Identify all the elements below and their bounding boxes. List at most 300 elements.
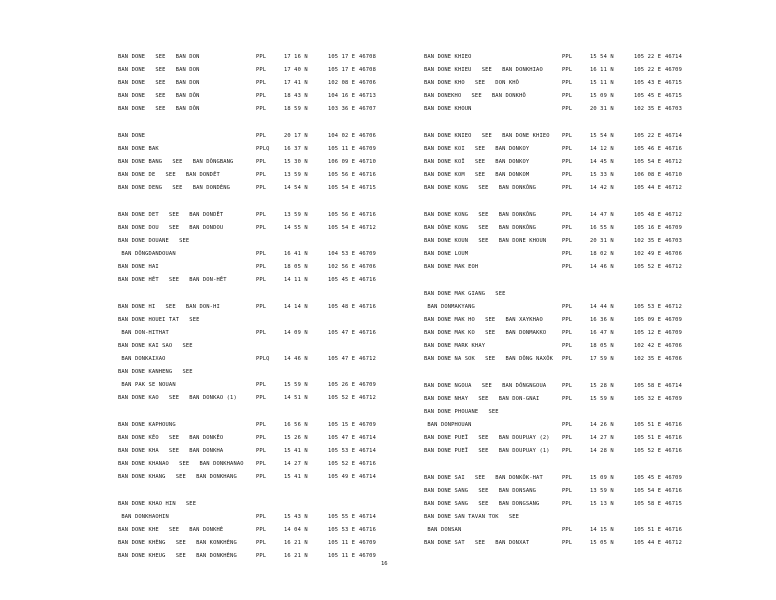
entry-latitude: 15 33 N [590, 172, 614, 178]
entry-type: PPL [562, 304, 573, 310]
entry-longitude: 105 46 E [634, 146, 662, 152]
entry-latitude: 16 11 N [590, 67, 614, 73]
entry-longitude: 106 08 E [634, 172, 662, 178]
entry-latitude: 13 59 N [590, 488, 614, 494]
entry-map-code: 46709 [359, 382, 376, 388]
entry-longitude: 105 17 E [328, 54, 356, 60]
entry-longitude: 105 48 E [634, 212, 662, 218]
entry-map-code: 46709 [665, 317, 682, 323]
entry-map-code: 46709 [665, 330, 682, 336]
entry-longitude: 105 32 E [634, 396, 662, 402]
entry-latitude: 14 26 N [590, 422, 614, 428]
entry-name: BAN DONPHOUAN [424, 422, 472, 428]
entry-latitude: 15 54 N [590, 54, 614, 60]
entry-longitude: 105 52 E [328, 395, 356, 401]
entry-type: PPL [256, 461, 267, 467]
entry-type: PPL [562, 146, 573, 152]
entry-latitude: 14 28 N [590, 448, 614, 454]
entry-map-code: 46709 [359, 422, 376, 428]
entry-map-code: 46703 [665, 238, 682, 244]
entry-map-code: 46709 [359, 146, 376, 152]
entry-map-code: 46716 [665, 422, 682, 428]
entry-latitude: 16 37 N [284, 146, 308, 152]
entry-name: BAN DONE SEE BAN DON [118, 67, 200, 73]
entry-longitude: 105 45 E [634, 93, 662, 99]
entry-type: PPL [562, 106, 573, 112]
entry-longitude: 105 54 E [328, 225, 356, 231]
entry-longitude: 105 26 E [328, 382, 356, 388]
entry-name: BAN DONE SEE BAN DÔN [118, 93, 200, 99]
entry-map-code: 46716 [359, 330, 376, 336]
entry-map-code: 46706 [359, 264, 376, 270]
entry-latitude: 15 26 N [284, 435, 308, 441]
entry-map-code: 46709 [359, 553, 376, 559]
entry-latitude: 14 15 N [590, 527, 614, 533]
entry-longitude: 105 22 E [634, 133, 662, 139]
entry-latitude: 15 09 N [590, 475, 614, 481]
entry-latitude: 16 36 N [590, 317, 614, 323]
entry-map-code: 46715 [665, 80, 682, 86]
entry-latitude: 14 27 N [590, 435, 614, 441]
entry-map-code: 46706 [665, 356, 682, 362]
entry-name: BAN DONE DOU SEE BAN DONDOU [118, 225, 224, 231]
entry-latitude: 16 55 N [590, 225, 614, 231]
entry-latitude: 18 43 N [284, 93, 308, 99]
entry-map-code: 46706 [665, 343, 682, 349]
entry-type: PPL [256, 172, 267, 178]
entry-name: BAN DONKAIXAO [118, 356, 166, 362]
entry-type: PPL [562, 159, 573, 165]
entry-type: PPL [256, 225, 267, 231]
entry-map-code: 46712 [665, 185, 682, 191]
entry-map-code: 46714 [359, 514, 376, 520]
entry-map-code: 46712 [359, 356, 376, 362]
entry-latitude: 18 05 N [284, 264, 308, 270]
entry-type: PPL [256, 474, 267, 480]
entry-name: BAN DONE KHIEO [424, 54, 472, 60]
entry-latitude: 15 43 N [284, 514, 308, 520]
entry-latitude: 18 59 N [284, 106, 308, 112]
entry-map-code: 46716 [665, 146, 682, 152]
entry-name: BAN DONE PUEÏ SEE BAN DOUPUAY (2) [424, 435, 550, 441]
entry-longitude: 102 42 E [634, 343, 662, 349]
entry-type: PPL [256, 80, 267, 86]
entry-type: PPL [562, 317, 573, 323]
entry-longitude: 105 52 E [328, 461, 356, 467]
entry-latitude: 20 17 N [284, 133, 308, 139]
entry-name: BAN DONE KHÈNG SEE BAN KONKHÈNG [118, 540, 237, 546]
entry-longitude: 105 52 E [634, 264, 662, 270]
entry-type: PPL [256, 93, 267, 99]
entry-name: BAN DONE KAO SEE BAN DONKAO (1) [118, 395, 237, 401]
entry-longitude: 105 54 E [328, 185, 356, 191]
entry-name: BAN DONE KHAO HIN SEE [118, 501, 197, 507]
entry-type: PPL [256, 277, 267, 283]
entry-type: PPL [562, 172, 573, 178]
entry-type: PPLQ [256, 356, 270, 362]
entry-longitude: 105 22 E [634, 54, 662, 60]
entry-longitude: 105 15 E [328, 422, 356, 428]
entry-latitude: 14 44 N [590, 304, 614, 310]
entry-latitude: 15 05 N [590, 540, 614, 546]
entry-type: PPL [562, 212, 573, 218]
entry-type: PPL [562, 67, 573, 73]
entry-map-code: 46715 [359, 185, 376, 191]
entry-name: BAN DONE NHAY SEE BAN DON-GNAI [424, 396, 540, 402]
entry-type: PPL [256, 330, 267, 336]
entry-latitude: 16 41 N [284, 251, 308, 257]
entry-name: BAN DONE SAN TAVAN TOK SEE [424, 514, 520, 520]
entry-type: PPL [256, 159, 267, 165]
entry-map-code: 46716 [665, 435, 682, 441]
entry-name: BAN DONE KOI SEE BAN DONKOY [424, 146, 530, 152]
entry-map-code: 46708 [359, 67, 376, 73]
entry-type: PPL [256, 185, 267, 191]
entry-map-code: 46709 [665, 475, 682, 481]
entry-type: PPL [562, 356, 573, 362]
entry-type: PPL [562, 435, 573, 441]
entry-latitude: 14 04 N [284, 527, 308, 533]
entry-latitude: 14 11 N [284, 277, 308, 283]
entry-type: PPL [562, 54, 573, 60]
entry-name: BAN DONE HI SEE BAN DON-HI [118, 304, 220, 310]
entry-longitude: 105 53 E [328, 448, 356, 454]
entry-longitude: 105 11 E [328, 146, 356, 152]
entry-type: PPL [562, 501, 573, 507]
entry-latitude: 13 59 N [284, 212, 308, 218]
entry-name: BAN DONE SANG SEE BAN DONSANG [424, 488, 537, 494]
entry-latitude: 14 55 N [284, 225, 308, 231]
entry-name: BAN DONE KHANG SEE BAN DONKHANG [118, 474, 237, 480]
entry-map-code: 46712 [665, 304, 682, 310]
entry-latitude: 14 46 N [284, 356, 308, 362]
entry-type: PPL [562, 448, 573, 454]
entry-type: PPLQ [256, 146, 270, 152]
entry-type: PPL [256, 435, 267, 441]
entry-map-code: 46716 [359, 212, 376, 218]
entry-name: BAN DONE KAI SAO SEE [118, 343, 193, 349]
entry-latitude: 15 59 N [590, 396, 614, 402]
entry-longitude: 105 49 E [328, 474, 356, 480]
entry-map-code: 46714 [665, 54, 682, 60]
entry-longitude: 105 55 E [328, 514, 356, 520]
entry-latitude: 18 02 N [590, 251, 614, 257]
entry-name: BAN DONE KHANAO SEE BAN DONKHANAO [118, 461, 244, 467]
entry-map-code: 46714 [665, 133, 682, 139]
entry-name: BAN DÔNE KONG SEE BAN DONKÔNG [424, 225, 537, 231]
entry-name: BAN DONE KHE SEE BAN DONKHÈ [118, 527, 224, 533]
entry-longitude: 105 56 E [328, 172, 356, 178]
entry-longitude: 105 51 E [634, 435, 662, 441]
entry-map-code: 46713 [359, 93, 376, 99]
entry-longitude: 105 47 E [328, 356, 356, 362]
entry-longitude: 105 12 E [634, 330, 662, 336]
entry-type: PPL [562, 383, 573, 389]
entry-longitude: 105 11 E [328, 553, 356, 559]
entry-latitude: 16 56 N [284, 422, 308, 428]
entry-longitude: 102 35 E [634, 356, 662, 362]
entry-type: PPL [562, 475, 573, 481]
entry-latitude: 14 14 N [284, 304, 308, 310]
entry-latitude: 17 59 N [590, 356, 614, 362]
entry-type: PPL [562, 422, 573, 428]
entry-name: BAN DONE LOUM [424, 251, 469, 257]
entry-name: BAN DONE NGOUA SEE BAN DÔNGNGOUA [424, 383, 547, 389]
entry-map-code: 46709 [359, 251, 376, 257]
entry-type: PPL [562, 264, 573, 270]
entry-map-code: 46706 [359, 80, 376, 86]
entry-type: PPL [256, 133, 267, 139]
entry-map-code: 46712 [359, 395, 376, 401]
entry-name: BAN DONE KOM SEE BAN DONKOM [424, 172, 530, 178]
entry-map-code: 46710 [359, 159, 376, 165]
entry-longitude: 104 02 E [328, 133, 356, 139]
entry-type: PPL [256, 422, 267, 428]
entry-type: PPL [256, 540, 267, 546]
entry-longitude: 103 36 E [328, 106, 356, 112]
entry-longitude: 105 52 E [634, 448, 662, 454]
entry-latitude: 15 41 N [284, 474, 308, 480]
entry-latitude: 14 47 N [590, 212, 614, 218]
entry-latitude: 15 41 N [284, 448, 308, 454]
entry-longitude: 105 22 E [634, 67, 662, 73]
entry-type: PPL [562, 225, 573, 231]
entry-name: BAN DONE MAK KO SEE BAN DONMAKKO [424, 330, 547, 336]
entry-name: BAN DONE SEE BAN DON [118, 54, 200, 60]
entry-name: BAN DONE MARK KHAY [424, 343, 486, 349]
entry-name: BAN DONE BANG SEE BAN DÔNGBANG [118, 159, 234, 165]
entry-longitude: 105 09 E [634, 317, 662, 323]
entry-map-code: 46709 [665, 396, 682, 402]
entry-longitude: 102 08 E [328, 80, 356, 86]
entry-name: BAN DONE KHO SEE DON KHÔ [424, 80, 520, 86]
entry-map-code: 46715 [665, 93, 682, 99]
entry-name: BAN DÔNGDANDOUAN [118, 251, 176, 257]
entry-type: PPL [562, 527, 573, 533]
entry-longitude: 105 51 E [634, 527, 662, 533]
entry-longitude: 102 56 E [328, 264, 356, 270]
entry-name: BAN DONE HOUEI TAT SEE [118, 317, 200, 323]
entry-map-code: 46716 [359, 461, 376, 467]
entry-longitude: 105 56 E [328, 212, 356, 218]
entry-map-code: 46716 [359, 172, 376, 178]
entry-type: PPL [256, 514, 267, 520]
entry-type: PPL [256, 527, 267, 533]
entry-type: PPL [256, 304, 267, 310]
entry-latitude: 14 27 N [284, 461, 308, 467]
entry-map-code: 46707 [359, 106, 376, 112]
entry-name: BAN DONE HÊT SEE BAN DON-HÊT [118, 277, 227, 283]
entry-name: BAN DONE SAT SEE BAN DONXAT [424, 540, 530, 546]
entry-map-code: 46716 [665, 488, 682, 494]
entry-longitude: 105 54 E [634, 488, 662, 494]
entry-latitude: 20 31 N [590, 238, 614, 244]
entry-name: BAN DON-HITHAT [118, 330, 169, 336]
entry-map-code: 46706 [359, 133, 376, 139]
entry-name: BAN DONE KNIEO SEE BAN DONE KHIEO [424, 133, 550, 139]
entry-map-code: 46716 [665, 448, 682, 454]
entry-name: BAN DONE SANG SEE BAN DONGSANG [424, 501, 540, 507]
entry-name: BAN DONE KANHENG SEE [118, 369, 193, 375]
entry-name: BAN DONE KAPHOUNG [118, 422, 176, 428]
entry-longitude: 106 09 E [328, 159, 356, 165]
entry-name: BAN DONE KHA SEE BAN DONKHA [118, 448, 224, 454]
entry-longitude: 105 17 E [328, 67, 356, 73]
entry-map-code: 46712 [665, 159, 682, 165]
entry-name: BAN PAK SE NOUAN [118, 382, 176, 388]
entry-longitude: 105 45 E [328, 277, 356, 283]
entry-map-code: 46714 [665, 383, 682, 389]
entry-longitude: 105 54 E [634, 159, 662, 165]
entry-latitude: 16 47 N [590, 330, 614, 336]
entry-name: BAN DONE KÊO SEE BAN DONKÊO [118, 435, 224, 441]
entry-map-code: 46709 [665, 67, 682, 73]
entry-latitude: 14 42 N [590, 185, 614, 191]
entry-map-code: 46714 [359, 448, 376, 454]
entry-map-code: 46709 [359, 540, 376, 546]
entry-type: PPL [256, 553, 267, 559]
entry-type: PPL [562, 93, 573, 99]
entry-longitude: 102 49 E [634, 251, 662, 257]
entry-type: PPL [562, 133, 573, 139]
entry-map-code: 46716 [359, 304, 376, 310]
entry-name: BAN DONE PHOUANE SEE [424, 409, 499, 415]
entry-name: BAN DONE KHEUG SEE BAN DONKHÈNG [118, 553, 237, 559]
entry-latitude: 16 21 N [284, 553, 308, 559]
entry-map-code: 46708 [359, 54, 376, 60]
entry-latitude: 15 13 N [590, 501, 614, 507]
entry-name: BAN DONE SAI SEE BAN DONKÔK-HAT [424, 475, 543, 481]
entry-map-code: 46716 [359, 527, 376, 533]
entry-name: BAN DONE KOÏ SEE BAN DONKOY [424, 159, 530, 165]
entry-map-code: 46709 [665, 225, 682, 231]
entry-latitude: 20 31 N [590, 106, 614, 112]
entry-latitude: 13 59 N [284, 172, 308, 178]
entry-type: PPL [562, 488, 573, 494]
entry-type: PPL [256, 106, 267, 112]
entry-longitude: 102 35 E [634, 106, 662, 112]
entry-longitude: 102 35 E [634, 238, 662, 244]
entry-longitude: 104 16 E [328, 93, 356, 99]
entry-longitude: 105 45 E [634, 475, 662, 481]
entry-latitude: 15 59 N [284, 382, 308, 388]
entry-longitude: 105 16 E [634, 225, 662, 231]
entry-type: PPL [562, 343, 573, 349]
entry-type: PPL [256, 382, 267, 388]
entry-name: BAN DONE SEE BAN DÔN [118, 106, 200, 112]
entry-map-code: 46703 [665, 106, 682, 112]
entry-longitude: 104 53 E [328, 251, 356, 257]
entry-latitude: 15 54 N [590, 133, 614, 139]
entry-map-code: 46712 [665, 212, 682, 218]
entry-map-code: 46712 [359, 225, 376, 231]
entry-longitude: 105 58 E [634, 501, 662, 507]
entry-name: BAN DONSAN [424, 527, 462, 533]
entry-longitude: 105 44 E [634, 540, 662, 546]
entry-name: BAN DONEKHO SEE BAN DONKHÔ [424, 93, 526, 99]
entry-name: BAN DONE BAK [118, 146, 159, 152]
entry-latitude: 15 30 N [284, 159, 308, 165]
entry-type: PPL [562, 185, 573, 191]
entry-latitude: 15 28 N [590, 383, 614, 389]
entry-longitude: 105 48 E [328, 304, 356, 310]
entry-type: PPL [562, 251, 573, 257]
entry-longitude: 105 53 E [328, 527, 356, 533]
entry-type: PPL [256, 212, 267, 218]
entry-latitude: 17 16 N [284, 54, 308, 60]
entry-map-code: 46706 [665, 251, 682, 257]
entry-map-code: 46716 [359, 277, 376, 283]
entry-type: PPL [562, 540, 573, 546]
entry-latitude: 15 11 N [590, 80, 614, 86]
entry-map-code: 46716 [665, 527, 682, 533]
entry-latitude: 15 09 N [590, 93, 614, 99]
entry-type: PPL [256, 448, 267, 454]
entry-latitude: 14 46 N [590, 264, 614, 270]
entry-type: PPL [256, 67, 267, 73]
entry-longitude: 105 44 E [634, 185, 662, 191]
entry-longitude: 105 43 E [634, 80, 662, 86]
entry-name: BAN DONE DOUANE SEE [118, 238, 190, 244]
entry-map-code: 46714 [359, 474, 376, 480]
entry-type: PPL [562, 238, 573, 244]
entry-map-code: 46712 [665, 264, 682, 270]
entry-name: BAN DONE HAI [118, 264, 159, 270]
entry-name: BAN DONE DENG SEE BAN DONDÈNG [118, 185, 231, 191]
entry-longitude: 105 51 E [634, 422, 662, 428]
entry-name: BAN DONE KONG SEE BAN DONKÔNG [424, 185, 537, 191]
entry-type: PPL [256, 54, 267, 60]
entry-latitude: 17 41 N [284, 80, 308, 86]
entry-name: BAN DONE KHIEU SEE BAN DONKHIAO [424, 67, 543, 73]
entry-latitude: 14 54 N [284, 185, 308, 191]
entry-name: BAN DONMAKYANG [424, 304, 475, 310]
entry-longitude: 105 58 E [634, 383, 662, 389]
entry-longitude: 105 11 E [328, 540, 356, 546]
entry-type: PPL [562, 396, 573, 402]
entry-latitude: 17 40 N [284, 67, 308, 73]
entry-map-code: 46715 [665, 501, 682, 507]
entry-type: PPL [562, 330, 573, 336]
entry-name: BAN DONE DE SEE BAN DONDÊT [118, 172, 220, 178]
entry-longitude: 105 53 E [634, 304, 662, 310]
entry-name: BAN DONE MAK GIANG SEE [424, 291, 506, 297]
entry-map-code: 46712 [665, 540, 682, 546]
entry-name: BAN DONE NA SOK SEE BAN DÔNG NAXÔK [424, 356, 554, 362]
entry-name: BAN DONE [118, 133, 146, 139]
entry-latitude: 14 09 N [284, 330, 308, 336]
entry-map-code: 46710 [665, 172, 682, 178]
entry-name: BAN DONKHAOHIN [118, 514, 169, 520]
entry-latitude: 14 12 N [590, 146, 614, 152]
entry-name: BAN DONE KHOUN [424, 106, 472, 112]
entry-name: BAN DONE MAK EOH [424, 264, 479, 270]
entry-name: BAN DONE SEE BAN DON [118, 80, 200, 86]
entry-latitude: 14 45 N [590, 159, 614, 165]
entry-name: BAN DONE KONG SEE BAN DONKÔNG [424, 212, 537, 218]
entry-type: PPL [256, 264, 267, 270]
entry-latitude: 18 05 N [590, 343, 614, 349]
entry-longitude: 105 47 E [328, 330, 356, 336]
entry-type: PPL [256, 395, 267, 401]
entry-map-code: 46714 [359, 435, 376, 441]
entry-name: BAN DONE DET SEE BAN DONDÊT [118, 212, 224, 218]
entry-name: BAN DONE PUEÏ SEE BAN DOUPUAY (1) [424, 448, 550, 454]
entry-type: PPL [256, 251, 267, 257]
entry-type: PPL [562, 80, 573, 86]
entry-name: BAN DONE MAK HO SEE BAN XAYKHAO [424, 317, 543, 323]
entry-latitude: 14 51 N [284, 395, 308, 401]
